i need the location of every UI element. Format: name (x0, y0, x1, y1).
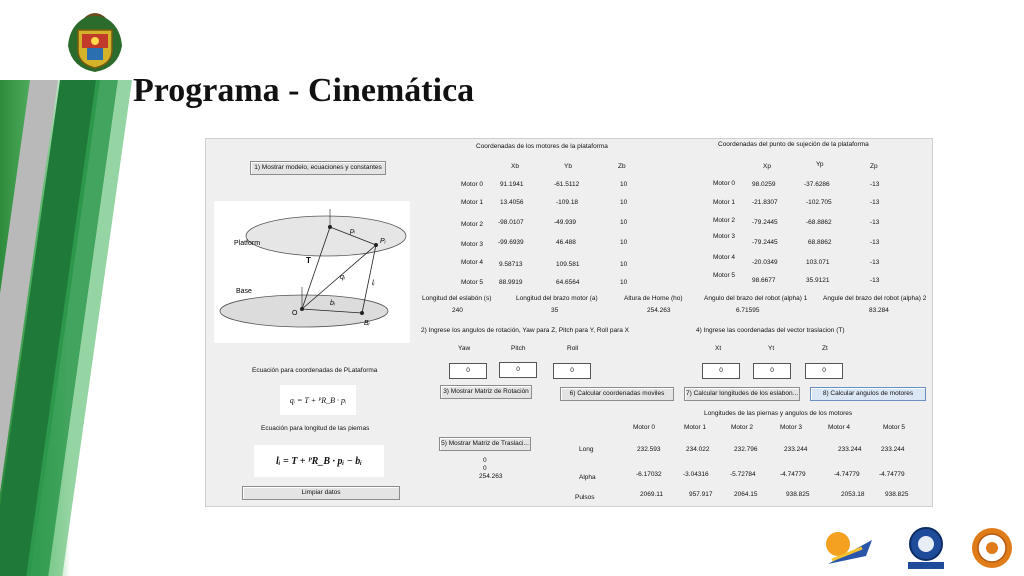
attachment-x: -20.0349 (752, 259, 778, 266)
attachment-motor-label: Motor 0 (713, 180, 736, 187)
platform-motor-x: -99.6939 (498, 239, 524, 246)
pitch-label: Pitch (511, 345, 526, 352)
results-cell: 233.244 (838, 446, 862, 453)
platform-motor-y: 109.581 (556, 261, 580, 268)
clear-data-button[interactable]: Limpiar datos (242, 486, 400, 500)
calc-link-lengths-button[interactable]: 7) Calcular longitudes de los eslabon... (684, 387, 800, 401)
diagram-qi-label: qᵢ (340, 274, 345, 281)
platform-equation-label: Ecuación para coordenadas de PLataforma (252, 367, 378, 374)
results-row-label: Long (579, 446, 594, 453)
attachment-points-title: Coordenadas del punto de sujeción de la plataforma (718, 141, 869, 148)
attachment-header-x: Xp (763, 163, 771, 170)
platform-motor-x: 91.1941 (500, 181, 524, 188)
platform-motor-label: Motor 5 (461, 279, 484, 286)
results-header: Motor 5 (883, 424, 906, 431)
yt-label: Yt (768, 345, 775, 352)
attachment-motor-label: Motor 1 (713, 199, 736, 206)
diagram-t-label: T (306, 256, 311, 265)
diagram-li-label: lᵢ (372, 280, 375, 287)
calc-motor-angles-button[interactable]: 8) Calcular angulos de motores (810, 387, 926, 401)
results-header: Motor 3 (780, 424, 803, 431)
results-cell: 234.022 (686, 446, 710, 453)
platform-motor-label: Motor 3 (461, 241, 484, 248)
platform-motor-z: 10 (620, 239, 628, 246)
attachment-y: -102.705 (806, 199, 832, 206)
diagram-bi-label: bᵢ (330, 300, 335, 307)
diagram-platform-label: Platform (234, 240, 261, 247)
attachment-x: -79.2445 (752, 239, 778, 246)
diagram-base-label: Base (236, 288, 252, 295)
results-cell: 938.825 (786, 491, 810, 498)
mechatronics-logo (906, 526, 946, 570)
diagram-pi-point-label: Pᵢ (380, 238, 386, 245)
platform-motor-x: 9.58713 (499, 261, 523, 268)
rotation-prompt: 2) Ingrese los angulos de rotación, Yaw para Z, Pitch para Y, Roll para X (421, 327, 629, 334)
attachment-z: -13 (870, 199, 880, 206)
show-rotation-matrix-button[interactable]: 3) Mostrar Matriz de Rotación (440, 385, 532, 399)
results-title: Longitudes de las piernas y angulos de los motores (704, 410, 853, 417)
results-header: Motor 0 (633, 424, 656, 431)
yaw-input[interactable]: 0 (449, 363, 487, 379)
translation-prompt: 4) Ingrese las coordenadas del vector traslacion (T) (696, 327, 845, 334)
show-model-button[interactable]: 1) Mostrar modelo, ecuaciones y constantes (250, 161, 386, 175)
translation-output-z: 254.263 (479, 473, 503, 480)
kinematics-app-window (205, 138, 933, 507)
attachment-motor-label: Motor 2 (713, 217, 736, 224)
platform-motor-y: -61.5112 (554, 181, 580, 188)
results-cell: -4.74779 (879, 471, 905, 478)
attachment-x: 98.6677 (752, 277, 776, 284)
home-height-label: Altura de Home (ho) (624, 295, 683, 302)
results-cell: -4.74779 (780, 471, 806, 478)
diagram-origin-label: O (292, 310, 298, 317)
zt-label: Zt (822, 345, 828, 352)
attachment-y: -37.6286 (804, 181, 830, 188)
results-cell: 233.244 (881, 446, 905, 453)
arm-length-label: Longitud del brazo motor (a) (516, 295, 598, 302)
alpha2-label: Angule del brazo del robot (alpha) 2 (823, 295, 927, 302)
roll-label: Roll (567, 345, 579, 352)
attachment-motor-label: Motor 4 (713, 254, 736, 261)
results-header: Motor 2 (731, 424, 754, 431)
translation-output-y: 0 (483, 465, 487, 472)
attachment-z: -13 (870, 239, 880, 246)
legs-equation-formula: lᵢ = T + ᴾR_B · pᵢ − bᵢ (254, 445, 384, 477)
platform-motor-y: -49.939 (554, 219, 577, 226)
alpha2-value: 83.284 (869, 307, 889, 314)
translation-output-x: 0 (483, 457, 487, 464)
platform-equation-formula: qᵢ = T + ᴾR_B · pᵢ (280, 385, 356, 415)
arm-length-value: 35 (551, 307, 559, 314)
xt-input[interactable]: 0 (702, 363, 740, 379)
attachment-x: -21.8307 (752, 199, 778, 206)
results-cell: 2064.15 (734, 491, 758, 498)
attachment-header-y: Yp (816, 161, 824, 168)
stewart-platform-diagram (214, 201, 410, 343)
attachment-z: -13 (870, 181, 880, 188)
results-cell: 232.593 (637, 446, 661, 453)
platform-motor-z: 10 (620, 181, 628, 188)
results-header: Motor 4 (828, 424, 851, 431)
attachment-x: -79.2445 (752, 219, 778, 226)
platform-motors-title: Coordenadas de los motores de la plataforma (476, 143, 608, 150)
zt-input[interactable]: 0 (805, 363, 843, 379)
platform-motor-z: 10 (620, 279, 628, 286)
results-cell: -3.04316 (683, 471, 709, 478)
results-header: Motor 1 (684, 424, 707, 431)
results-row-label: Alpha (579, 474, 596, 481)
home-height-value: 254.263 (647, 307, 671, 314)
platform-motor-label: Motor 1 (461, 199, 484, 206)
alpha1-label: Angulo del brazo del robot (alpha) 1 (704, 295, 808, 302)
xt-label: Xt (715, 345, 722, 352)
link-length-label: Longitud del eslabón (s) (422, 295, 492, 302)
attachment-motor-label: Motor 3 (713, 233, 736, 240)
attachment-z: -13 (870, 219, 880, 226)
university-crest-logo (60, 6, 130, 76)
attachment-y: -68.8862 (806, 219, 832, 226)
attachment-z: -13 (870, 259, 880, 266)
platform-motors-header-z: Zb (618, 163, 626, 170)
results-cell: 233.244 (784, 446, 808, 453)
platform-motor-label: Motor 4 (461, 259, 484, 266)
roll-input[interactable]: 0 (553, 363, 591, 379)
results-cell: 232.796 (734, 446, 758, 453)
platform-motor-x: 88.9919 (499, 279, 523, 286)
results-cell: 2069.11 (640, 491, 664, 498)
results-cell: 938.825 (885, 491, 909, 498)
show-translation-matrix-button[interactable]: 5) Mostrar Matriz de Traslaci... (439, 437, 531, 451)
attachment-header-z: Zp (870, 163, 878, 170)
platform-motor-y: -109.18 (556, 199, 579, 206)
platform-motor-z: 10 (620, 261, 628, 268)
results-cell: 957.917 (689, 491, 713, 498)
attachment-x: 98.0259 (752, 181, 776, 188)
platform-motor-x: 13.4056 (500, 199, 524, 206)
diagram-bi-point-label: Bᵢ (364, 320, 370, 327)
attachment-motor-label: Motor 5 (713, 272, 736, 279)
platform-motor-z: 10 (620, 219, 628, 226)
diagram-pi-label: pᵢ (350, 228, 355, 235)
results-cell: -6.17032 (636, 471, 662, 478)
robotics-club-logo (822, 526, 878, 570)
results-cell: 2053.18 (841, 491, 865, 498)
department-gear-logo (970, 526, 1014, 570)
platform-motor-label: Motor 0 (461, 181, 484, 188)
pitch-input[interactable]: 0 (499, 362, 537, 378)
legs-equation-label: Ecuación para longitud de las piernas (261, 425, 370, 432)
results-cell: -4.74779 (834, 471, 860, 478)
yt-input[interactable]: 0 (753, 363, 791, 379)
attachment-y: 35.9121 (806, 277, 830, 284)
results-cell: -5.72784 (730, 471, 756, 478)
attachment-y: 68.8862 (808, 239, 832, 246)
platform-motor-x: -98.0107 (498, 219, 524, 226)
results-row-label: Pulsos (575, 494, 595, 501)
attachment-y: 103.071 (806, 259, 830, 266)
platform-motor-y: 64.6564 (556, 279, 580, 286)
alpha1-value: 6.71595 (736, 307, 760, 314)
slide-title: Programa - Cinemática (133, 72, 475, 109)
platform-motor-label: Motor 2 (461, 221, 484, 228)
platform-motors-header-y: Yb (564, 163, 572, 170)
calc-moving-coords-button[interactable]: 6) Calcular coordenadas moviles (560, 387, 674, 401)
platform-motor-z: 10 (620, 199, 628, 206)
platform-motor-y: 46.488 (556, 239, 576, 246)
yaw-label: Yaw (458, 345, 471, 352)
link-length-value: 240 (452, 307, 463, 314)
platform-motors-header-x: Xb (511, 163, 519, 170)
attachment-z: -13 (870, 277, 880, 284)
